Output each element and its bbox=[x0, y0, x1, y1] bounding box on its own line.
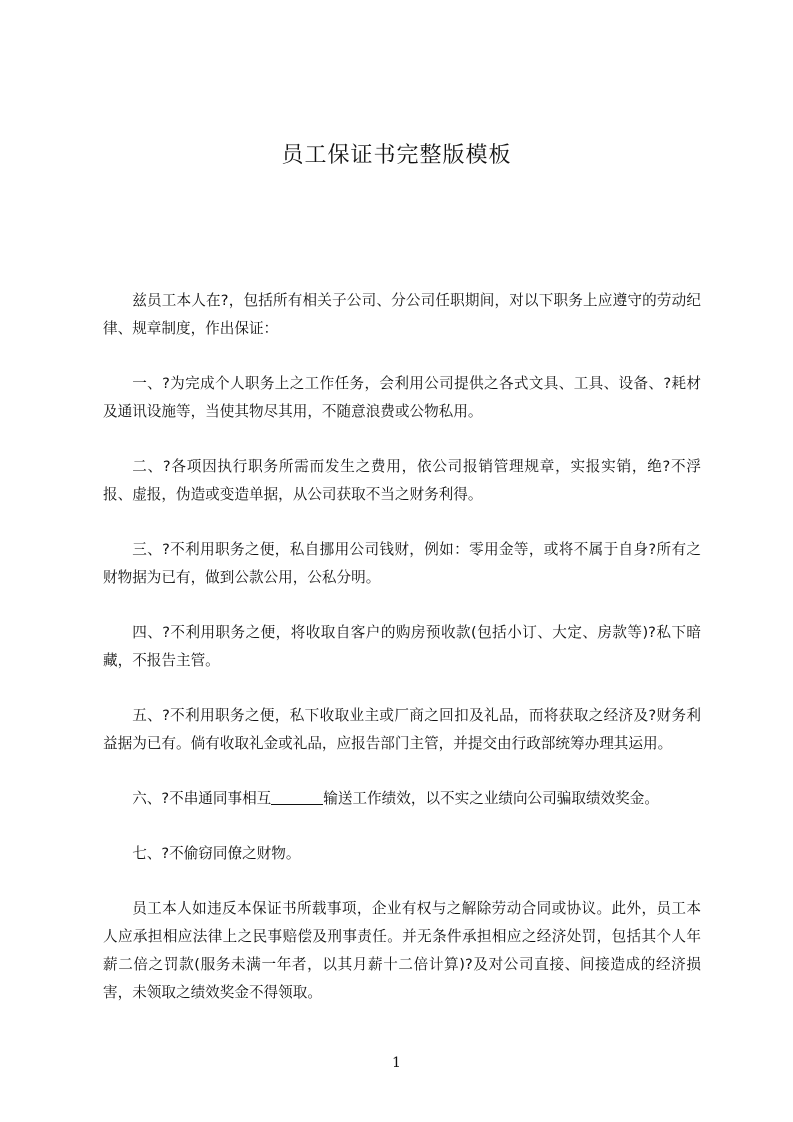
clause-6-start: 六、?不串通同事相互 bbox=[132, 790, 272, 807]
clause-6-end: 输送工作绩效，以不实之业绩向公司骗取绩效奖金。 bbox=[323, 790, 659, 807]
document-title: 员工保证书完整版模板 bbox=[281, 143, 512, 168]
clause-5: 五、?不利用职务之便，私下收取业主或厂商之回扣及礼品，而将获取之经济及?财务利益据为已有。倘有收取礼金或礼品，应报告部门主管，并提交由行政部统筹办理其运用。 bbox=[103, 707, 701, 752]
closing-paragraph: 员工本人如违反本保证书所载事项，企业有权与之解除劳动合同或协议。此外，员工本人应承担相应法律上之民事赔偿及刑事责任。并无条件承担相应之经济处罚，包括其个人年薪二倍之罚款(服务未满一年者，以其月薪十二倍计算)?及对公司直接、间接造成的经济损害，未领取之绩效奖金不得领取。 bbox=[103, 900, 701, 1001]
intro-paragraph: 兹员工本人在?，包括所有相关子公司、分公司任职期间，对以下职务上应遵守的劳动纪律、规章制度，作出保证： bbox=[103, 292, 701, 337]
clause-3: 三、?不利用职务之便，私自挪用公司钱财，例如：零用金等，或将不属于自身?所有之财物据为已有，做到公款公用，公私分明。 bbox=[103, 541, 701, 586]
clause-2: 二、?各项因执行职务所需而发生之费用，依公司报销管理规章，实报实销，绝?不浮报、虚报，伪造或变造单据，从公司获取不当之财务利得。 bbox=[103, 458, 701, 503]
clause-1: 一、?为完成个人职务上之工作任务，会利用公司提供之各式文具、工具、设备、?耗材及通讯设施等，当使其物尽其用，不随意浪费或公物私用。 bbox=[103, 375, 701, 420]
clause-4: 四、?不利用职务之便，将收取自客户的购房预收款(包括小订、大定、房款等)?私下暗藏，不报告主管。 bbox=[103, 624, 701, 669]
clause-6 bbox=[103, 785, 701, 813]
page-number: 1 bbox=[392, 1055, 401, 1071]
fill-in-blank bbox=[271, 789, 323, 805]
document-body bbox=[103, 287, 701, 1034]
clause-7: 七、?不偷窃同僚之财物。 bbox=[132, 845, 301, 862]
